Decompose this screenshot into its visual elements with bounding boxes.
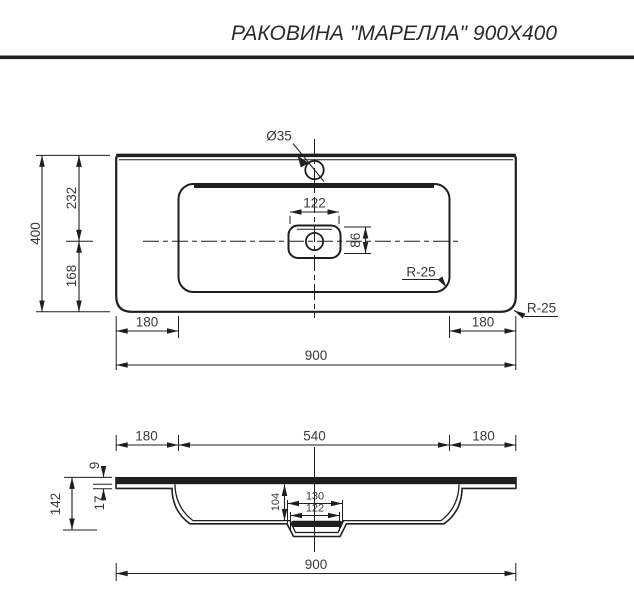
drain-seat-section — [291, 521, 343, 527]
dim-depth-front — [64, 241, 79, 312]
dim-basin-width-text: 540 — [303, 428, 326, 444]
countertop-slab-section — [116, 477, 516, 484]
dim-section-width-overall — [116, 557, 516, 581]
dim-drain-height — [344, 227, 371, 254]
radius-body-callout — [514, 301, 558, 317]
radius-basin-callout — [402, 265, 447, 288]
dim-drain-height-text: 86 — [348, 232, 364, 248]
radius-basin-text: R-25 — [406, 264, 436, 280]
dim-depth-back-text: 232 — [64, 186, 80, 210]
dim-edge-thickness-text: 9 — [87, 461, 103, 470]
dim-edge-thickness — [64, 462, 112, 511]
page-title: РАКОВИНА "МАРЕЛЛА" 900X400 — [230, 22, 558, 45]
dim-section-width-overall-text: 900 — [304, 557, 328, 572]
faucet-leader-arrow — [296, 156, 309, 169]
dim-top-view-bottom — [116, 315, 516, 371]
dim-margin-left-text: 180 — [135, 314, 159, 330]
radius-body-text: R-25 — [526, 300, 557, 316]
dim-basin-depth-text: 104 — [269, 492, 282, 512]
dim-recess-bottom-width-text: 122 — [305, 502, 325, 515]
dim-section-margin-left-text: 180 — [135, 428, 158, 444]
dim-depth-overall — [28, 155, 110, 311]
section-view — [48, 429, 516, 582]
dim-depth-back — [64, 155, 93, 241]
dim-width-overall-text: 900 — [304, 348, 328, 363]
dim-height-overall — [48, 477, 97, 530]
dim-drain-width-text: 122 — [303, 195, 326, 211]
top-view — [28, 129, 558, 371]
dim-section-top — [116, 429, 516, 452]
dim-section-margin-right-text: 180 — [472, 428, 495, 444]
dim-height-overall-text: 142 — [48, 492, 64, 516]
dim-rim-height-text: 17 — [92, 495, 108, 511]
dim-recess-top-width-text: 130 — [305, 490, 325, 503]
dim-depth-overall-text: 400 — [28, 222, 44, 245]
faucet-hole-diameter-label: Ø35 — [266, 128, 292, 144]
dim-basin-depth — [270, 485, 285, 521]
title-divider — [0, 56, 634, 60]
dim-margin-right-text: 180 — [471, 314, 495, 330]
dim-depth-front-text: 168 — [64, 264, 80, 288]
